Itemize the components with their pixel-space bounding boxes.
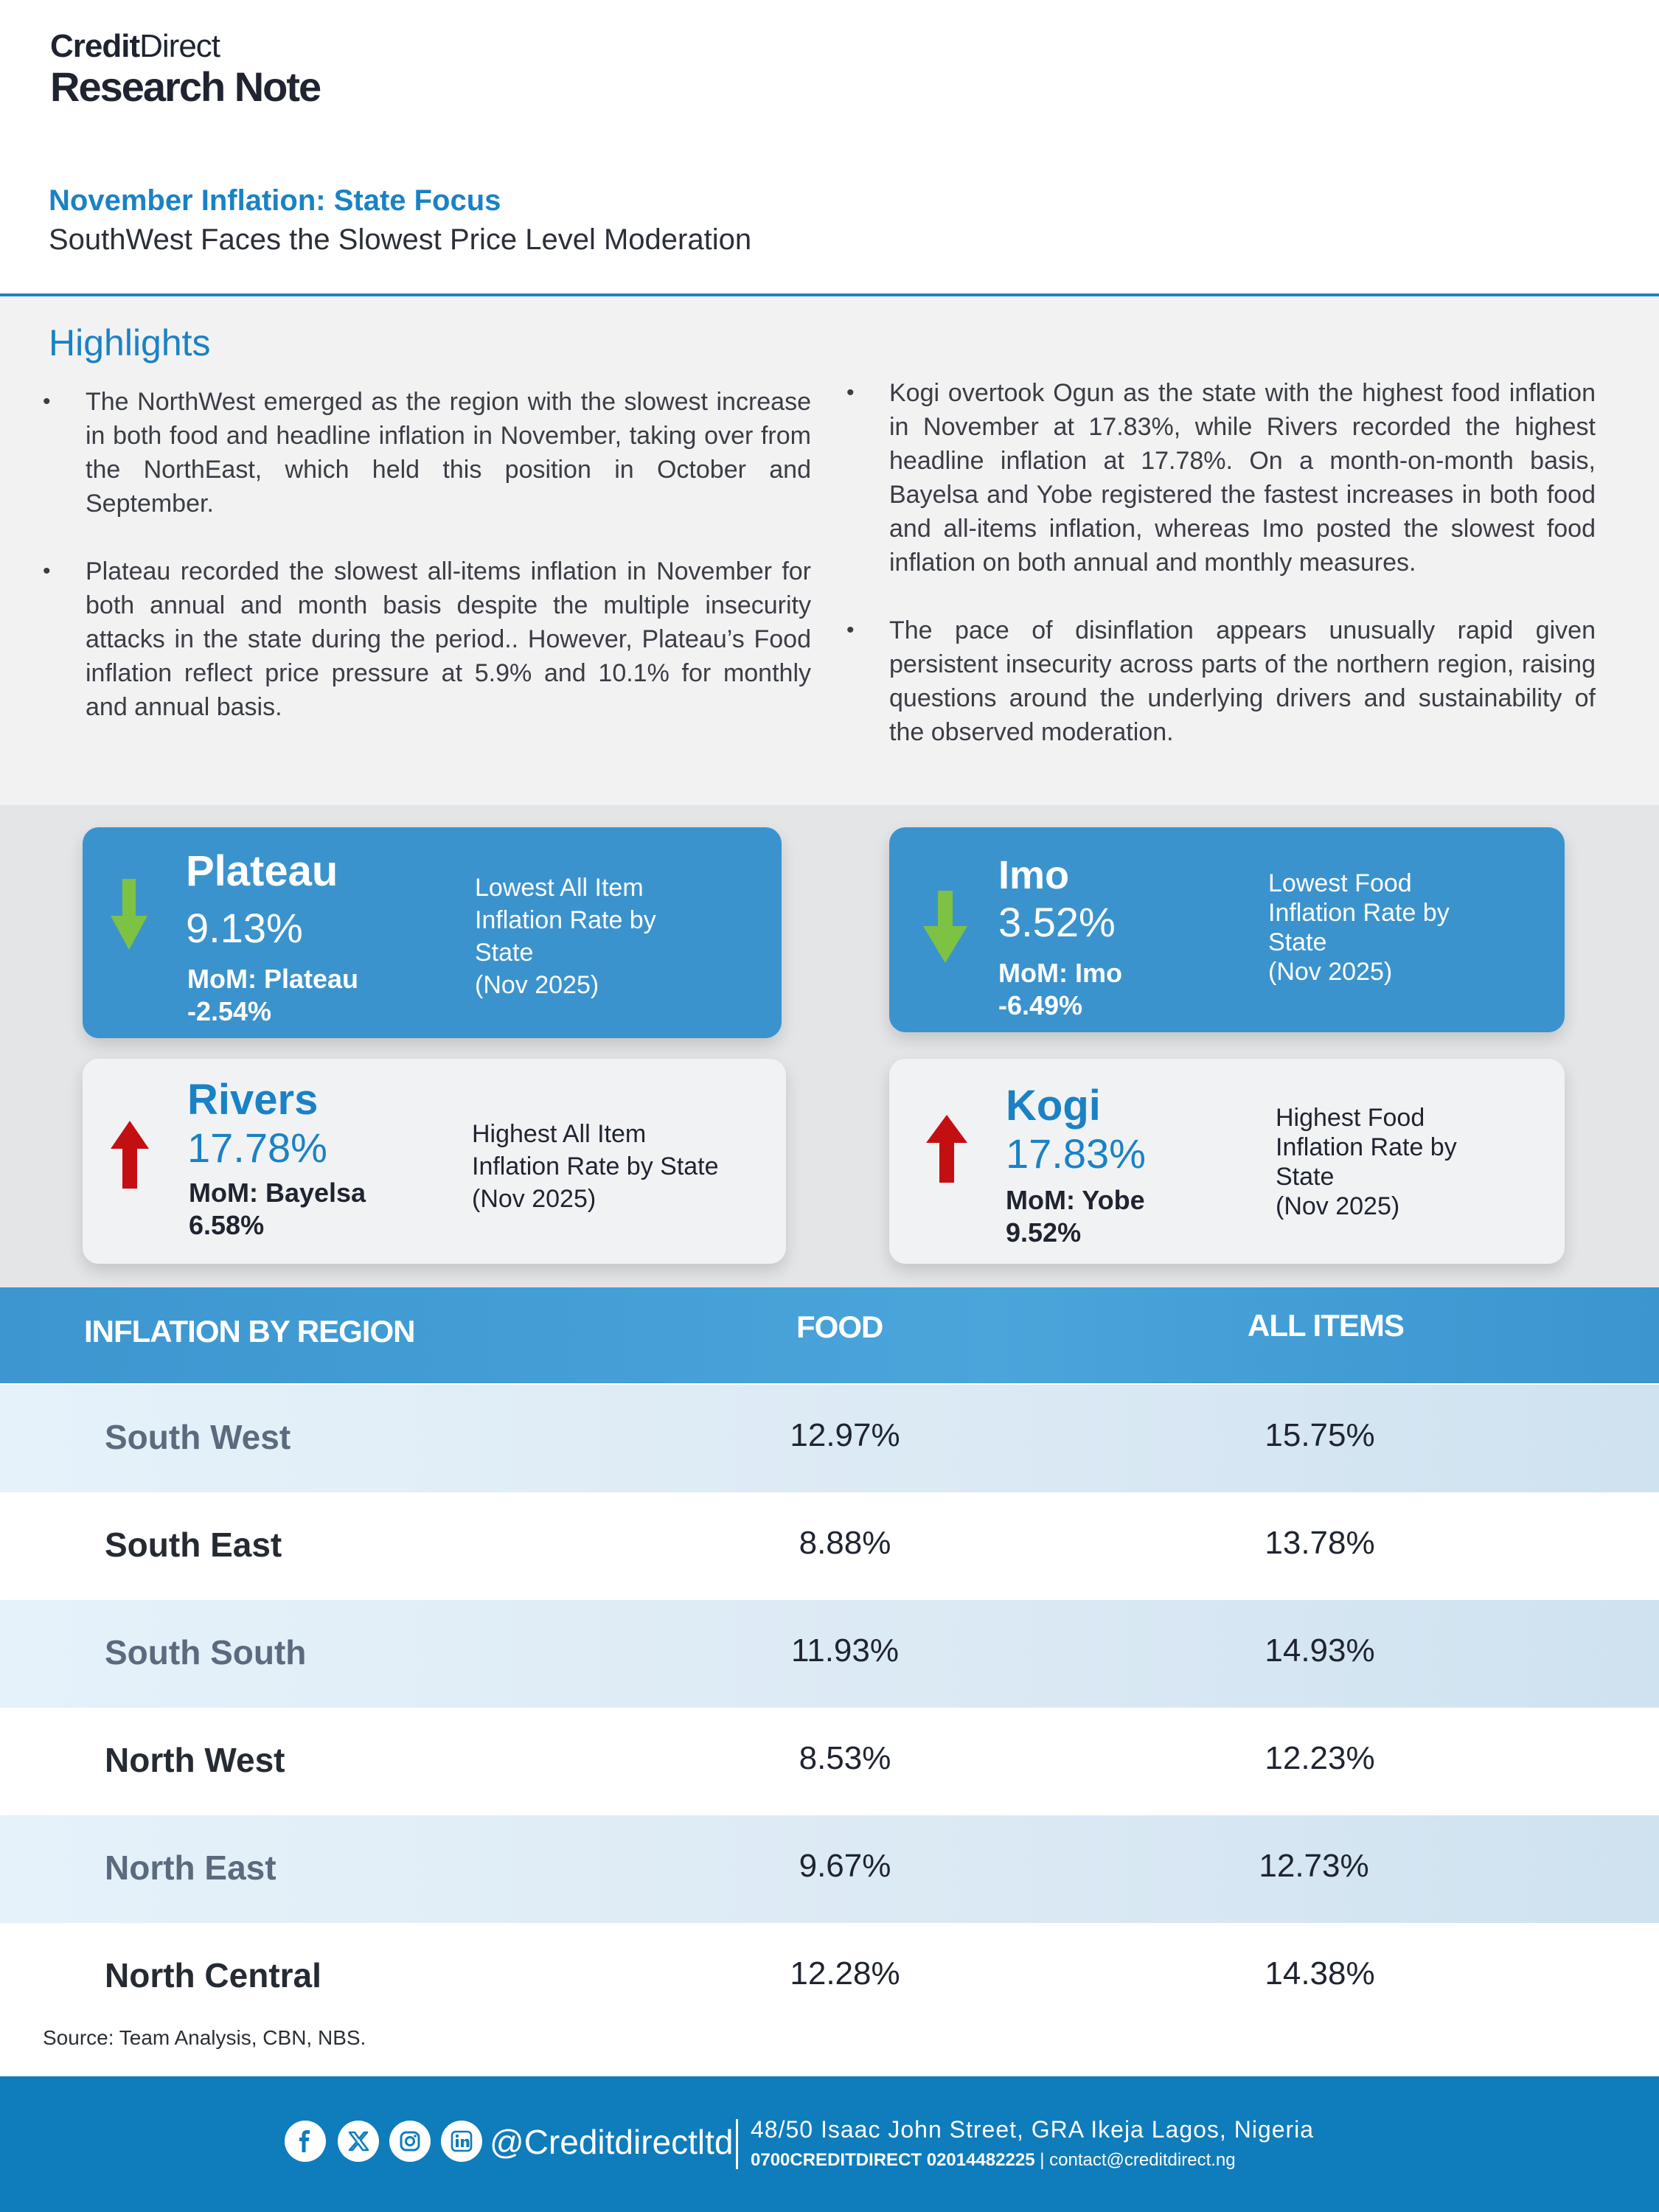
mom-state: MoM: Plateau [187,964,359,994]
desc-line: Lowest All Item [475,874,644,902]
all-items-inflation-value: 14.93% [1265,1632,1375,1669]
state-rate: 17.83% [1006,1130,1146,1177]
brand-tagline: Research Note [50,63,321,110]
desc-line: State [1276,1163,1335,1191]
desc-line: Inflation Rate by State [472,1152,719,1180]
state-rate: 3.52% [998,899,1116,945]
mom-value: -2.54% [187,996,272,1026]
food-inflation-value: 11.93% [791,1632,899,1669]
desc-line: Inflation Rate by [1268,899,1450,927]
highlight-text: The NorthWest emerged as the region with the slowest increase in both food and headline inflation in November, taking over from the NorthEast, which held this position in October and September. [86,388,811,518]
contact-separator: | [1040,2150,1045,2170]
desc-line: Inflation Rate by [475,906,656,934]
table-row [0,1923,1659,2019]
mom-state: MoM: Yobe [1006,1185,1145,1215]
desc-line: Inflation Rate by [1276,1133,1457,1161]
region-table-header [0,1287,1659,1383]
state-rate: 17.78% [187,1124,327,1171]
food-inflation-value: 12.28% [790,1955,900,1992]
bullet-marker: • [846,618,855,642]
mom-value: 9.52% [1006,1217,1082,1248]
contact-line [751,2150,1236,2171]
mom-value: -6.49% [998,990,1083,1020]
document-subtitle: SouthWest Faces the Slowest Price Level Moderation [49,223,752,256]
card-description [472,1118,719,1215]
table-row [0,1600,1659,1708]
brand-logo [50,28,320,109]
highlight-bullet [43,554,811,724]
desc-line: Highest All Item [472,1120,647,1148]
desc-line: Lowest Food [1268,869,1412,897]
source-note: Source: Team Analysis, CBN, NBS. [43,2026,366,2049]
linkedin-icon[interactable] [441,2121,482,2162]
highlight-bullet [846,613,1596,749]
highlights-section [0,296,1659,805]
all-items-inflation-value: 14.38% [1265,1955,1375,1992]
footer [0,2076,1659,2212]
bullet-marker: • [846,380,855,405]
mom-label [1006,1184,1145,1249]
bullet-marker: • [43,389,51,414]
desc-line: State [475,939,534,967]
all-items-inflation-value: 15.75% [1265,1417,1375,1453]
highlight-text: The pace of disinflation appears unusually rapid given persistent insecurity across parts of the northern region, raising questions around the underlying drivers and sustainability of the observed moderation. [889,616,1596,746]
all-items-inflation-value: 12.73% [1259,1848,1369,1884]
state-rate: 9.13% [186,905,303,951]
desc-line: State [1268,928,1327,956]
state-name: Plateau [186,847,338,895]
state-name: Rivers [187,1076,319,1124]
kpi-card-lowest-all-items [83,827,782,1038]
x-icon[interactable] [338,2121,379,2162]
document-title: November Inflation: State Focus [49,184,501,217]
region-name: South East [105,1526,282,1564]
region-name: North West [105,1741,285,1779]
region-name: North Central [105,1956,321,1994]
table-row [0,1492,1659,1600]
highlight-bullet [43,385,811,521]
desc-line: Highest Food [1276,1104,1425,1132]
highlight-text: Plateau recorded the slowest all-items inflation in November for both annual and month basis despite the multiple insecurity attacks in the state during the period.. However, Plateau’s Food inflation reflect price pressure at 5.9% and 10.1% for monthly and annual basis. [86,557,811,721]
desc-line: (Nov 2025) [1268,958,1393,986]
bullet-marker: • [43,559,51,583]
mom-label [189,1177,366,1242]
region-name: South South [105,1633,307,1672]
region-name: South West [105,1418,291,1456]
brand-name [50,28,320,65]
table-row [0,1385,1659,1492]
kpi-card-highest-all-items [83,1059,786,1264]
email-address[interactable]: contact@creditdirect.ng [1049,2150,1236,2170]
state-name: Kogi [1006,1082,1101,1130]
highlight-text: Kogi overtook Ogun as the state with the highest food inflation in November at 17.83%, while Rivers recorded the highest headline inflation at 17.78%. On a month-on-month basis, Bayelsa and Yobe registered the fastest increases in both food and all-items inflation, whereas Imo posted the slowest food inflation on both annual and monthly measures. [889,379,1596,577]
kpi-cards-section [0,805,1659,1287]
footer-divider [736,2119,738,2169]
food-inflation-value: 9.67% [799,1848,891,1884]
kpi-card-highest-food [889,1059,1565,1264]
highlight-bullet [846,376,1596,580]
phone-number[interactable]: 0700CREDITDIRECT 02014482225 [751,2150,1035,2170]
mom-label [998,957,1122,1022]
table-row [0,1815,1659,1923]
desc-line: (Nov 2025) [475,971,599,999]
kpi-card-lowest-food [889,827,1565,1032]
all-items-inflation-value: 13.78% [1265,1525,1375,1561]
column-header-all-items: ALL ITEMS [1248,1308,1404,1343]
food-inflation-value: 8.53% [799,1740,891,1776]
social-handle[interactable]: @Creditdirectltd [490,2123,734,2161]
down-arrow-icon [111,879,147,953]
brand-name-bold: Credit [50,28,140,64]
desc-line: (Nov 2025) [472,1185,597,1213]
highlights-heading: Highlights [49,322,211,364]
mom-state: MoM: Imo [998,958,1122,988]
highlights-left-column [43,385,811,724]
title-block [49,181,751,260]
food-inflation-value: 12.97% [790,1417,900,1453]
brand-name-regular: Direct [139,28,220,64]
office-address: 48/50 Isaac John Street, GRA Ikeja Lagos, Nigeria [751,2116,1315,2143]
column-header-region: INFLATION BY REGION [84,1314,415,1349]
facebook-icon[interactable] [285,2121,326,2162]
food-inflation-value: 8.88% [799,1525,891,1561]
card-description [1268,869,1450,987]
mom-label [187,963,358,1028]
down-arrow-icon [923,891,967,964]
table-row [0,1708,1659,1815]
desc-line: (Nov 2025) [1276,1192,1400,1220]
up-arrow-icon [111,1121,149,1189]
highlights-right-column [846,376,1596,749]
up-arrow-icon [926,1115,967,1183]
state-name: Imo [998,853,1070,897]
card-description [1276,1103,1457,1221]
instagram-icon[interactable] [389,2121,431,2162]
mom-state: MoM: Bayelsa [189,1178,366,1208]
region-name: North East [105,1848,276,1887]
column-header-food: FOOD [796,1310,883,1344]
all-items-inflation-value: 12.23% [1265,1740,1375,1776]
card-description [475,872,656,1001]
mom-value: 6.58% [189,1210,265,1240]
